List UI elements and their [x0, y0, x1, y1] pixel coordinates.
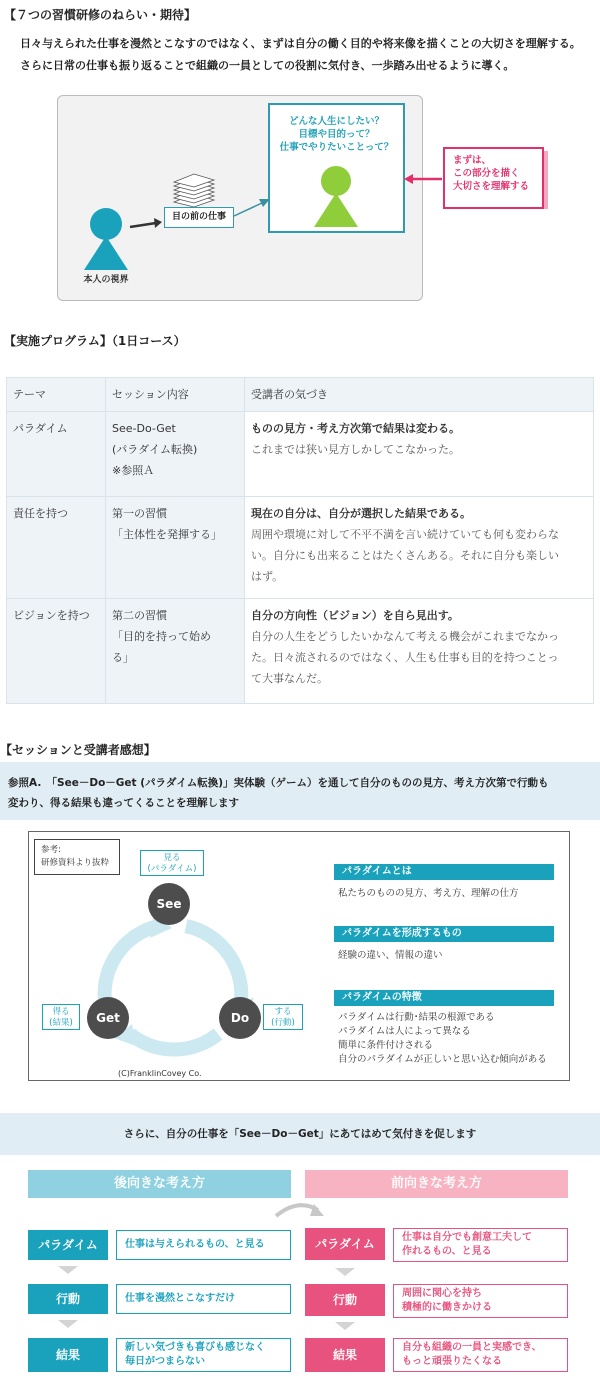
left-tag-paradigm: パラダイム: [28, 1230, 108, 1260]
table-row: [7, 497, 594, 599]
paper-stack-icon: [170, 172, 216, 208]
session-line: See-Do-Get: [112, 422, 176, 435]
insight-line: これまでは狭い見方しかしてこなかった。: [251, 443, 460, 456]
header-insight: 受講者の気づき: [245, 378, 594, 412]
row-theme: 責任を持つ: [7, 497, 106, 599]
session-line: (パラダイム転換): [112, 443, 198, 456]
label-line: 得る: [52, 1007, 70, 1017]
def3-list: [338, 1011, 547, 1067]
down-arrow-icon: [58, 1266, 78, 1274]
row-session: [106, 599, 245, 704]
note-line-3: 大切さを理解する: [453, 181, 530, 192]
def2-title: パラダイムを形成するもの: [334, 926, 554, 942]
insight-line: 周囲や環境に対して不平不満を言い続けていても何も変わらな: [251, 528, 559, 541]
left-tag-result: 結果: [28, 1338, 108, 1372]
insight-line: い。自分にも出来ることはたくさんある。それに自分も楽しい: [251, 549, 559, 562]
row-insight: [245, 412, 594, 497]
row-theme: ビジョンを持つ: [7, 599, 106, 704]
def3-title: パラダイムの特徴: [334, 990, 554, 1006]
right-tag-result: 結果: [305, 1338, 385, 1372]
do-label: [263, 1004, 303, 1030]
label-line: (パラダイム): [147, 864, 197, 874]
right-tag-paradigm: パラダイム: [305, 1228, 385, 1260]
card-question-1: どんな人生にしたい？: [288, 116, 384, 127]
reference-bar: [0, 762, 600, 820]
insight-heading: 自分の方向性（ビジョン）を自ら見出す。: [251, 609, 459, 622]
left-action-text: 仕事を漫然とこなすだけ: [116, 1284, 291, 1314]
def1-title: パラダイムとは: [334, 864, 554, 880]
apply-banner: さらに、自分の仕事を「See－Do－Get」にあてはめて気付きを促します: [0, 1113, 600, 1155]
right-result-line: 自分も組織の一員と実感でき、: [402, 1342, 542, 1353]
reference-line-1: 参照A. 「See－Do－Get (パラダイム転換)」実体験（ゲーム）を通して自分のものの見方、考え方次第で行動も: [8, 777, 549, 789]
left-result-line: 毎日がつまらない: [125, 1356, 205, 1367]
see-label: [140, 850, 204, 876]
row-insight: [245, 599, 594, 704]
see-node: See: [148, 883, 190, 925]
curve-arrow-icon: [272, 1196, 328, 1220]
label-line: (行動): [271, 1018, 295, 1028]
insight-heading: ものの見方・考え方次第で結果は変わる。: [251, 422, 460, 435]
def3-line: 簡単に条件付けされる: [338, 1040, 434, 1051]
insight-line: て大事なんだ。: [251, 672, 328, 685]
right-action-text: [393, 1284, 568, 1318]
header-session: セッション内容: [106, 378, 245, 412]
row-session: [106, 412, 245, 497]
get-node: Get: [87, 997, 129, 1039]
right-action-line: 積極的に働きかける: [402, 1302, 492, 1313]
reference-line-2: 変わり、得る結果も違ってくることを理解します: [8, 797, 239, 809]
table-row: [7, 412, 594, 497]
task-label: 目の前の仕事: [164, 207, 234, 228]
section-title-aims: 【７つの習慣研修のねらい・期待】: [4, 8, 197, 22]
insight-line: 自分の人生をどうしたいかなんて考える機会がこれまでなかっ: [251, 630, 559, 643]
section-title-program: 【実施プログラム】（1日コース）: [4, 334, 186, 348]
def3-line: パラダイムは人によって異なる: [338, 1026, 471, 1037]
left-result-line: 新しい気づきも喜びも感じなく: [125, 1342, 265, 1353]
down-arrow-icon: [58, 1320, 78, 1328]
def3-line: 自分のパラダイムが正しいと思い込む傾向がある: [338, 1054, 547, 1065]
session-line: 第一の習慣: [112, 507, 167, 520]
do-node: Do: [219, 997, 261, 1039]
header-theme: テーマ: [7, 378, 106, 412]
lead-line-2: さらに日常の仕事も振り返ることで組織の一員としての役割に気付き、一歩踏み出せるように導く。: [20, 59, 515, 72]
insight-line: はず。: [251, 570, 284, 583]
note-box: [443, 147, 544, 209]
copyright: (C)FranklinCovey Co.: [118, 1069, 202, 1078]
get-label: [42, 1004, 80, 1030]
right-paradigm-line: 作れるもの、と見る: [402, 1246, 492, 1257]
program-table: [6, 377, 594, 704]
row-insight: [245, 497, 594, 599]
table-row: [7, 599, 594, 704]
table-header-row: [7, 378, 594, 412]
pink-arrow-icon: [402, 172, 444, 186]
down-arrow-icon: [335, 1268, 355, 1276]
program-table-wrap: [6, 377, 594, 704]
left-tag-action: 行動: [28, 1284, 108, 1314]
def1-text: 私たちのものの見方、考え方、理解の仕方: [338, 888, 519, 899]
label-line: する: [274, 1007, 292, 1017]
source-line: 参考:: [41, 845, 61, 855]
row-theme: パラダイム: [7, 412, 106, 497]
session-line: 「目的を持って始め: [112, 630, 211, 643]
person-label: 本人の視界: [83, 275, 129, 285]
section-title-session: 【セッションと受講者感想】: [0, 743, 156, 757]
label-line: (結果): [49, 1018, 73, 1028]
aims-lead: [20, 33, 600, 77]
right-paradigm-text: [393, 1228, 568, 1262]
right-tag-action: 行動: [305, 1284, 385, 1316]
right-action-line: 周囲に関心を持ち: [402, 1288, 482, 1299]
teal-arrow-icon: [232, 196, 272, 220]
right-result-text: [393, 1338, 568, 1372]
session-line: 「主体性を発揮する」: [112, 528, 222, 541]
insight-heading: 現在の自分は、自分が選択した結果である。: [251, 507, 471, 520]
session-line: ※参照Ａ: [112, 464, 155, 477]
note-shadow: [544, 151, 548, 209]
left-result-text: [116, 1338, 291, 1372]
left-paradigm-text: 仕事は与えられるもの、と見る: [116, 1230, 291, 1260]
backward-head: 後向きな考え方: [28, 1170, 291, 1198]
source-line: 研修資料より抜粋: [41, 858, 110, 868]
forward-head: 前向きな考え方: [305, 1170, 568, 1198]
card-question-3: 仕事でやりたいことって？: [279, 142, 394, 153]
down-arrow-icon: [335, 1322, 355, 1330]
def2-text: 経験の違い、情報の違い: [338, 950, 443, 961]
card-question-2: 目標や目的って？: [298, 129, 375, 140]
session-line: る」: [112, 651, 134, 664]
note-line-1: まずは、: [453, 155, 492, 166]
row-session: [106, 497, 245, 599]
person-icon: [76, 206, 136, 270]
lead-line-1: 日々与えられた仕事を漫然とこなすのではなく、まずは自分の働く目的や将来像を描くことの大切さを理解する。: [20, 37, 581, 50]
vision-card: [268, 103, 405, 233]
right-result-line: もっと頑張りたくなる: [402, 1356, 502, 1367]
right-paradigm-line: 仕事は自分でも創意工夫して: [402, 1232, 532, 1243]
session-line: 第二の習慣: [112, 609, 167, 622]
future-person-icon: [306, 163, 366, 229]
label-line: 見る: [163, 853, 181, 863]
insight-line: た。日々流されるのではなく、人生も仕事も目的を持つことっ: [251, 651, 559, 664]
def3-line: パラダイムは行動･結果の根源である: [338, 1012, 495, 1023]
note-line-2: この部分を描く: [453, 168, 520, 179]
